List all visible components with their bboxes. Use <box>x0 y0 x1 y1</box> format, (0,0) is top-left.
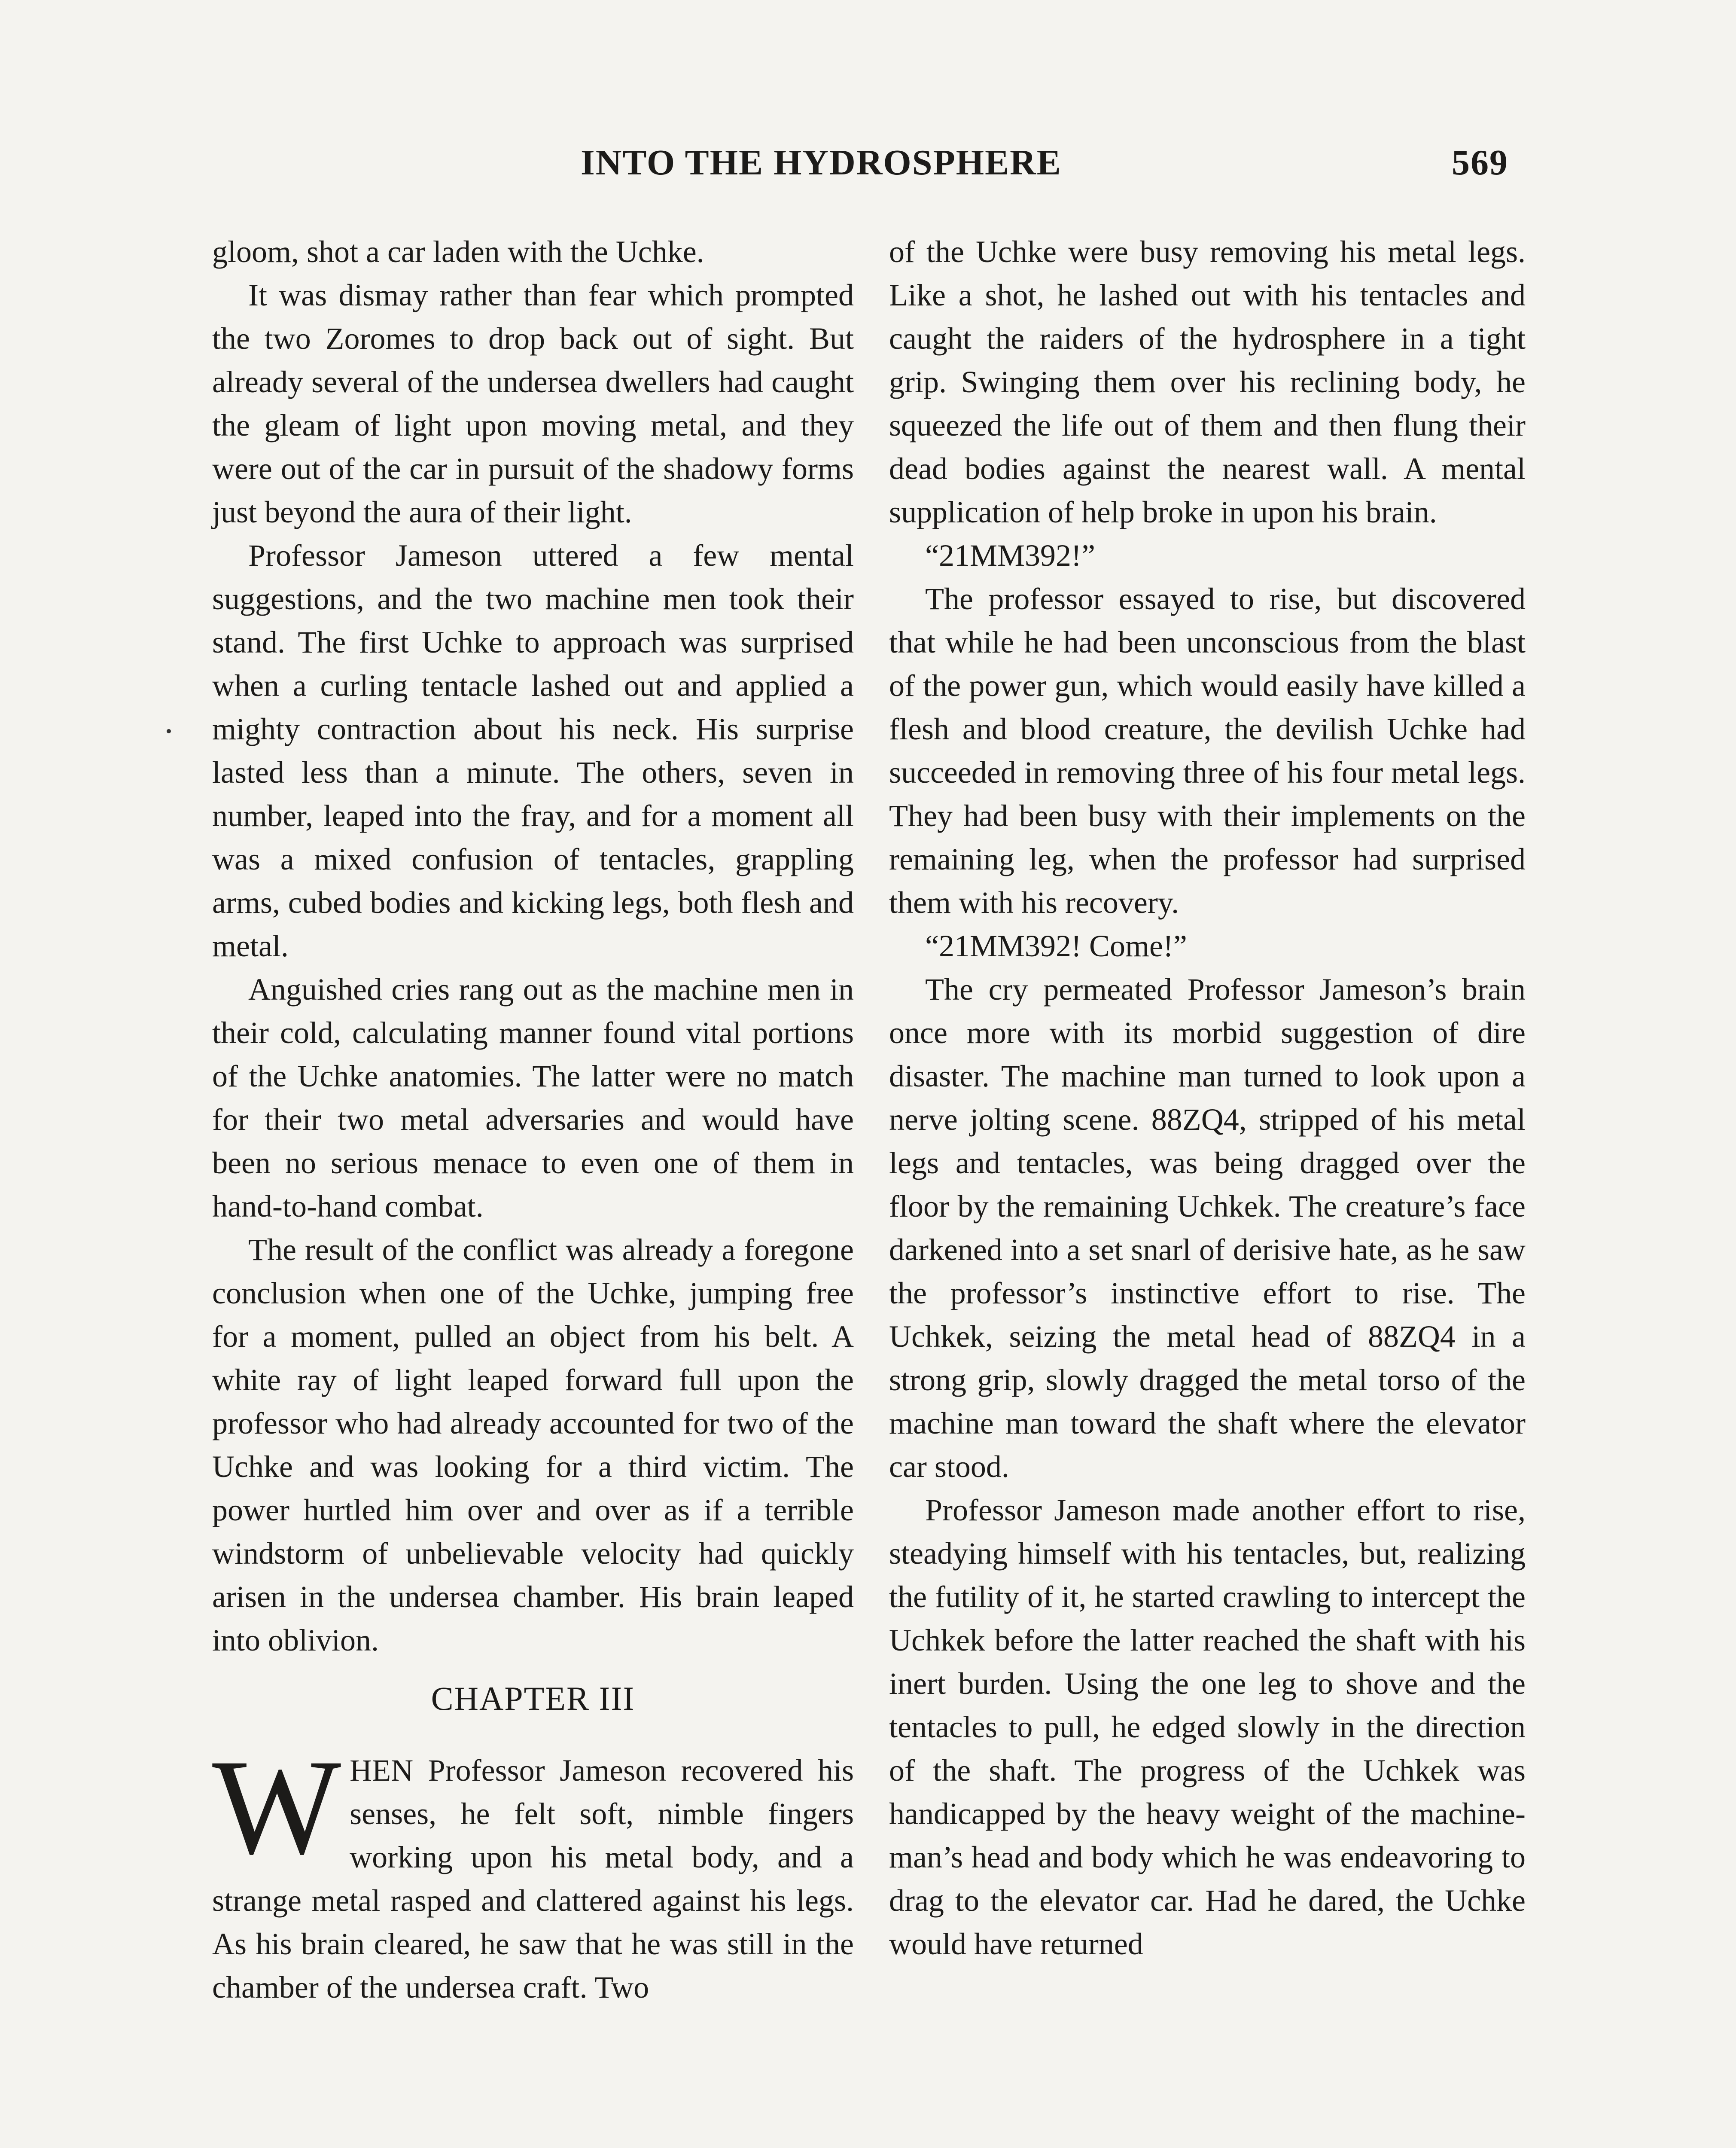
left-column <box>212 230 854 2009</box>
running-title: INTO THE HYDROSPHERE <box>581 143 1062 183</box>
paragraph: It was dismay rather than fear which prompted the two Zoromes to drop back out of sight. But already several of the undersea dwellers had caught the gleam of light upon moving metal, and they were out of the car in pursuit of the shadowy forms just beyond the aura of their light. <box>212 278 854 529</box>
chapter-opening-text: HEN Professor Jameson recovered his senses, he felt soft, nimble fingers working upon his metal body, and a strange metal rasped and clattered against his legs. As his brain cleared, he saw that he was still in the chamber of the undersea craft. Two <box>212 1753 854 2005</box>
paragraph: “21MM392! Come!” <box>925 929 1187 963</box>
drop-cap: W <box>212 1731 341 1883</box>
paragraph: “21MM392!” <box>925 538 1095 573</box>
right-column <box>889 230 1526 1966</box>
chapter-opening-paragraph <box>212 1731 854 2009</box>
paragraph: The professor essayed to rise, but discovered that while he had been unconscious from the blast of the power gun, which would easily have killed a flesh and blood creature, the devilish Uchke had succeeded in removing three of his four metal legs. They had been busy with their implements on the remaining leg, when the professor had surprised them with his recovery. <box>889 582 1526 920</box>
paragraph: gloom, shot a car laden with the Uchke. <box>212 235 704 269</box>
ink-speck <box>167 729 171 733</box>
paragraph: of the Uchke were busy removing his metal legs. Like a shot, he lashed out with his tentacles and caught the raiders of the hydrosphere in a tight grip. Swinging them over his reclining body, he squeezed the life out of them and then flung their dead bodies against the nearest wall. A mental supplication of help broke in upon his brain. <box>889 235 1526 529</box>
paragraph: Professor Jameson made another effort to rise, steadying himself with his tentacles, but, realizing the futility of it, he started crawling to intercept the Uchkek before the latter reached the shaft with his inert burden. Using the one leg to shove and the tentacles to pull, he edged slowly in the direction of the shaft. The progress of the Uchkek was handicapped by the heavy weight of the machine-man’s head and body which he was endeavoring to drag to the elevator car. Had he dared, the Uchke would have returned <box>889 1493 1526 1961</box>
page-number: 569 <box>1452 143 1508 183</box>
paragraph: The result of the conflict was already a foregone conclusion when one of the Uchke, jumping free for a moment, pulled an object from his belt. A white ray of light leaped forward full upon the professor who had already accounted for two of the Uchke and was looking for a third victim. The power hurtled him over and over as if a terrible windstorm of unbelievable velocity had quickly arisen in the undersea chamber. His brain leaped into oblivion. <box>212 1233 854 1657</box>
paragraph: Professor Jameson uttered a few mental suggestions, and the two machine men took their stand. The first Uchke to approach was surprised when a curling tentacle lashed out and applied a mighty contraction about his neck. His surprise lasted less than a minute. The others, seven in number, leaped into the fray, and for a moment all was a mixed confusion of tentacles, grappling arms, cubed bodies and kicking legs, both flesh and metal. <box>212 538 854 963</box>
paragraph: The cry permeated Professor Jameson’s brain once more with its morbid suggestion of dire disaster. The machine man turned to look upon a nerve jolting scene. 88ZQ4, stripped of his metal legs and tentacles, was being dragged over the floor by the remaining Uchkek. The creature’s face darkened into a set snarl of derisive hate, as he saw the professor’s instinctive effort to rise. The Uchkek, seizing the metal head of 88ZQ4 in a strong grip, slowly dragged the metal torso of the machine man toward the shaft where the elevator car stood. <box>889 972 1526 1484</box>
chapter-heading-text: CHAPTER III <box>431 1680 635 1717</box>
paragraph: Anguished cries rang out as the machine men in their cold, calculating manner found vital portions of the Uchke anatomies. The latter were no match for their two metal adversaries and would have been no serious menace to even one of them in hand-to-hand combat. <box>212 972 854 1224</box>
